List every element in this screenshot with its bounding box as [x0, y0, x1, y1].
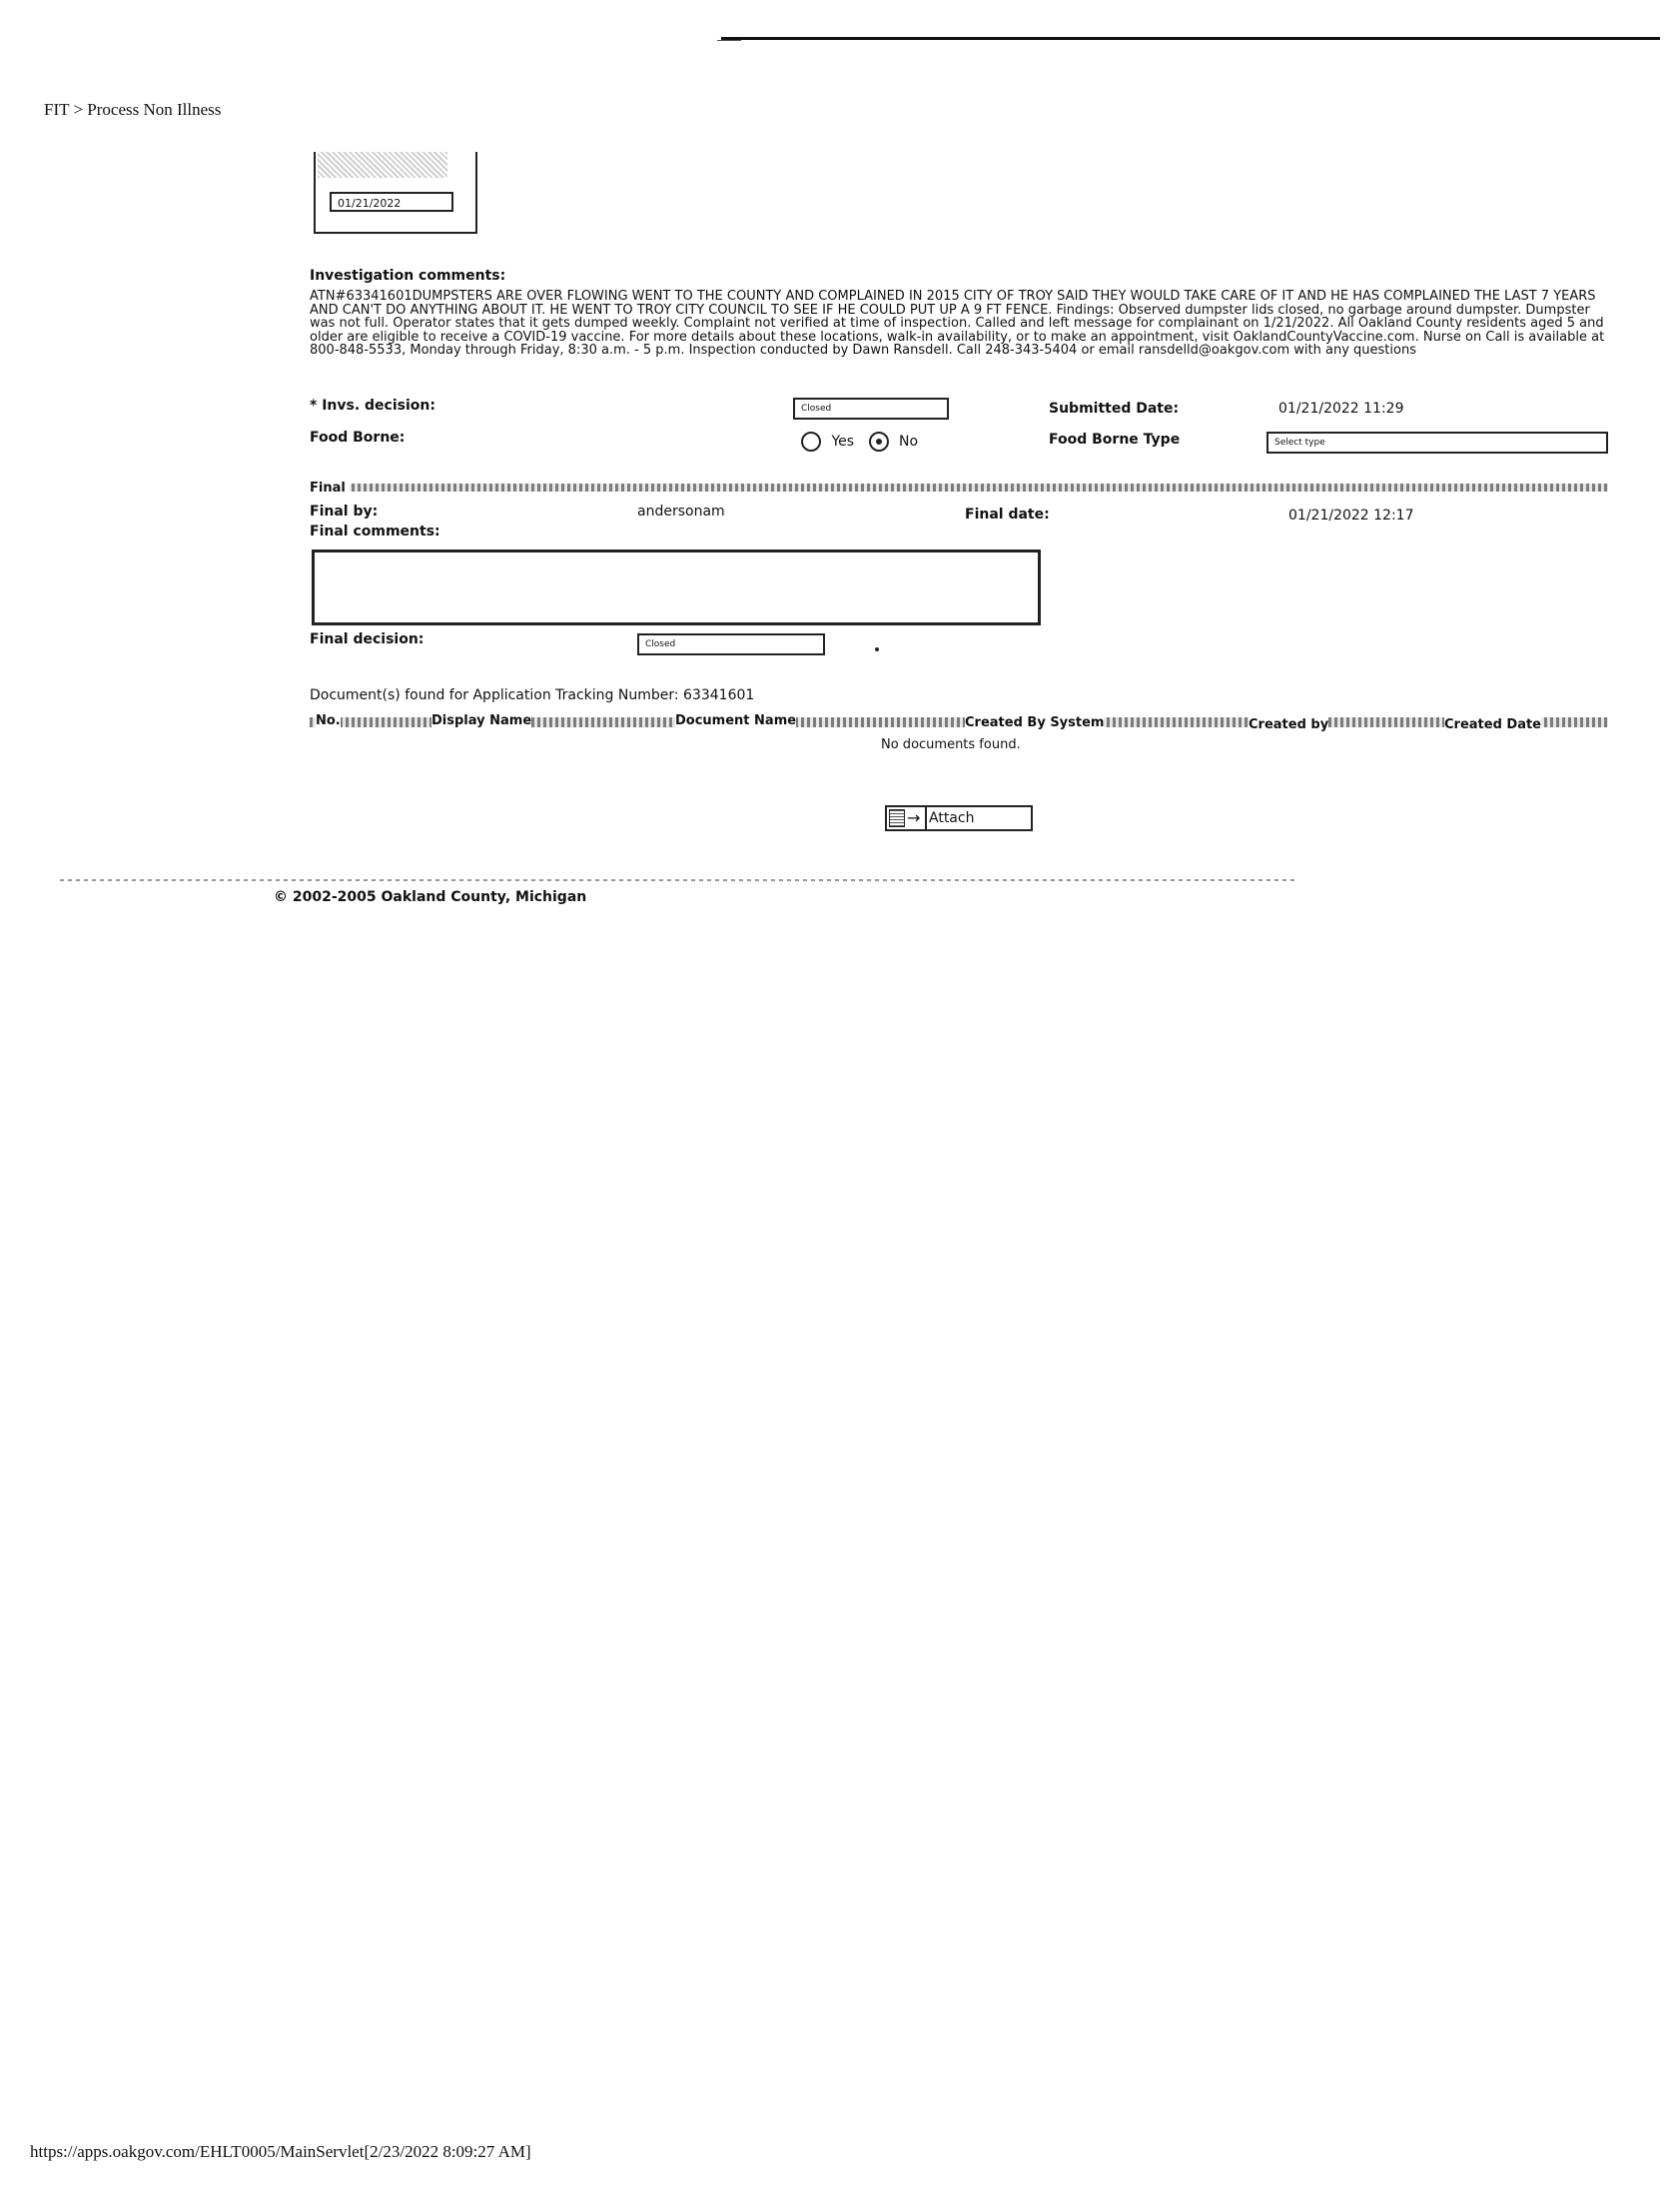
final-decision-select[interactable]: Closed — [637, 633, 825, 655]
final-section-bar — [310, 484, 1608, 492]
col-created-date: Created Date — [1444, 717, 1541, 732]
inspection-date-field[interactable]: 01/21/2022 — [330, 192, 453, 212]
no-documents-message: No documents found. — [881, 737, 1021, 752]
food-borne-radio-group — [801, 432, 918, 452]
food-borne-label: Food Borne: — [310, 430, 406, 446]
footer-rule — [60, 879, 1298, 881]
invs-decision-label: * Invs. decision: — [310, 398, 435, 414]
food-borne-type-select[interactable]: Select type — [1266, 432, 1608, 454]
food-borne-yes-radio[interactable] — [801, 432, 821, 452]
submitted-date-value: 01/21/2022 11:29 — [1278, 401, 1404, 417]
investigation-comments-text: ATN#63341601DUMPSTERS ARE OVER FLOWING WENT TO THE COUNTY AND COMPLAINED IN 2015 CITY OF TROY SAID THEY WOULD TAKE CARE OF IT AND HE HAS COMPLAINED THE LAST 7 YEARS AND CAN'T DO ANYTHING ABOUT IT. HE WENT TO TROY CITY COUNCIL TO SEE IF HE COULD PUT UP A 9 FT FENCE. Findings: Observed dumpster lids closed, no garbage around dumpster. Dumpster was not full. Operator states that it gets dumped weekly. Complaint not verified at time of inspection. Called and left message for complainant on 1/21/2022. All Oakland County residents aged 5 and older are eligible to receive a COVID-19 vaccine. For more details about these locations, walk-in availability, or to make an appointment, visit OaklandCountyVaccine.com. Nurse on Call is available at 800-848-5533, Monday through Friday, 8:30 a.m. - 5 p.m. Inspection conducted by Dawn Ransdell. Call 248-343-5404 or email ransdelld@oakgov.com with any questions — [310, 289, 1605, 359]
breadcrumb: FIT > Process Non Illness — [44, 100, 222, 119]
submitted-date-label: Submitted Date: — [1049, 401, 1180, 417]
col-document-name: Document Name — [675, 713, 797, 728]
invs-decision-select[interactable]: Closed — [793, 398, 949, 420]
final-decision-label: Final decision: — [310, 631, 424, 647]
col-display-name: Display Name — [431, 713, 532, 728]
copyright-text: © 2002-2005 Oakland County, Michigan — [274, 889, 587, 905]
col-no: No. — [316, 713, 341, 728]
attach-separator — [925, 807, 927, 829]
print-url: https://apps.oakgov.com/EHLT0005/MainServlet[2/23/2022 8:09:27 AM] — [30, 2142, 531, 2161]
header-rule — [721, 37, 1660, 40]
documents-title: Document(s) found for Application Tracking Number: 63341601 — [310, 687, 755, 703]
final-date-label: Final date: — [965, 507, 1050, 523]
final-date-value: 01/21/2022 12:17 — [1288, 508, 1414, 524]
food-borne-yes-label: Yes — [831, 434, 855, 450]
document-icon — [889, 809, 905, 827]
header-rule-dash — [717, 40, 741, 41]
food-borne-no-label: No — [898, 434, 919, 450]
cursor-dot — [875, 647, 879, 651]
final-comments-textarea[interactable] — [312, 549, 1041, 625]
col-created-by-system: Created By System — [965, 715, 1105, 730]
investigation-comments-label: Investigation comments: — [310, 268, 506, 284]
attach-button[interactable] — [885, 805, 1033, 831]
col-created-by: Created by — [1249, 717, 1329, 732]
final-comments-label: Final comments: — [310, 524, 440, 540]
final-section-label: Final — [310, 481, 350, 496]
inspection-date-label-obscured — [318, 152, 447, 178]
food-borne-type-label: Food Borne Type — [1049, 432, 1181, 448]
food-borne-no-radio[interactable] — [869, 432, 889, 452]
attach-label: Attach — [929, 810, 975, 826]
arrow-right-icon: → — [907, 808, 921, 827]
final-by-value: andersonam — [637, 504, 725, 520]
final-by-label: Final by: — [310, 504, 379, 520]
